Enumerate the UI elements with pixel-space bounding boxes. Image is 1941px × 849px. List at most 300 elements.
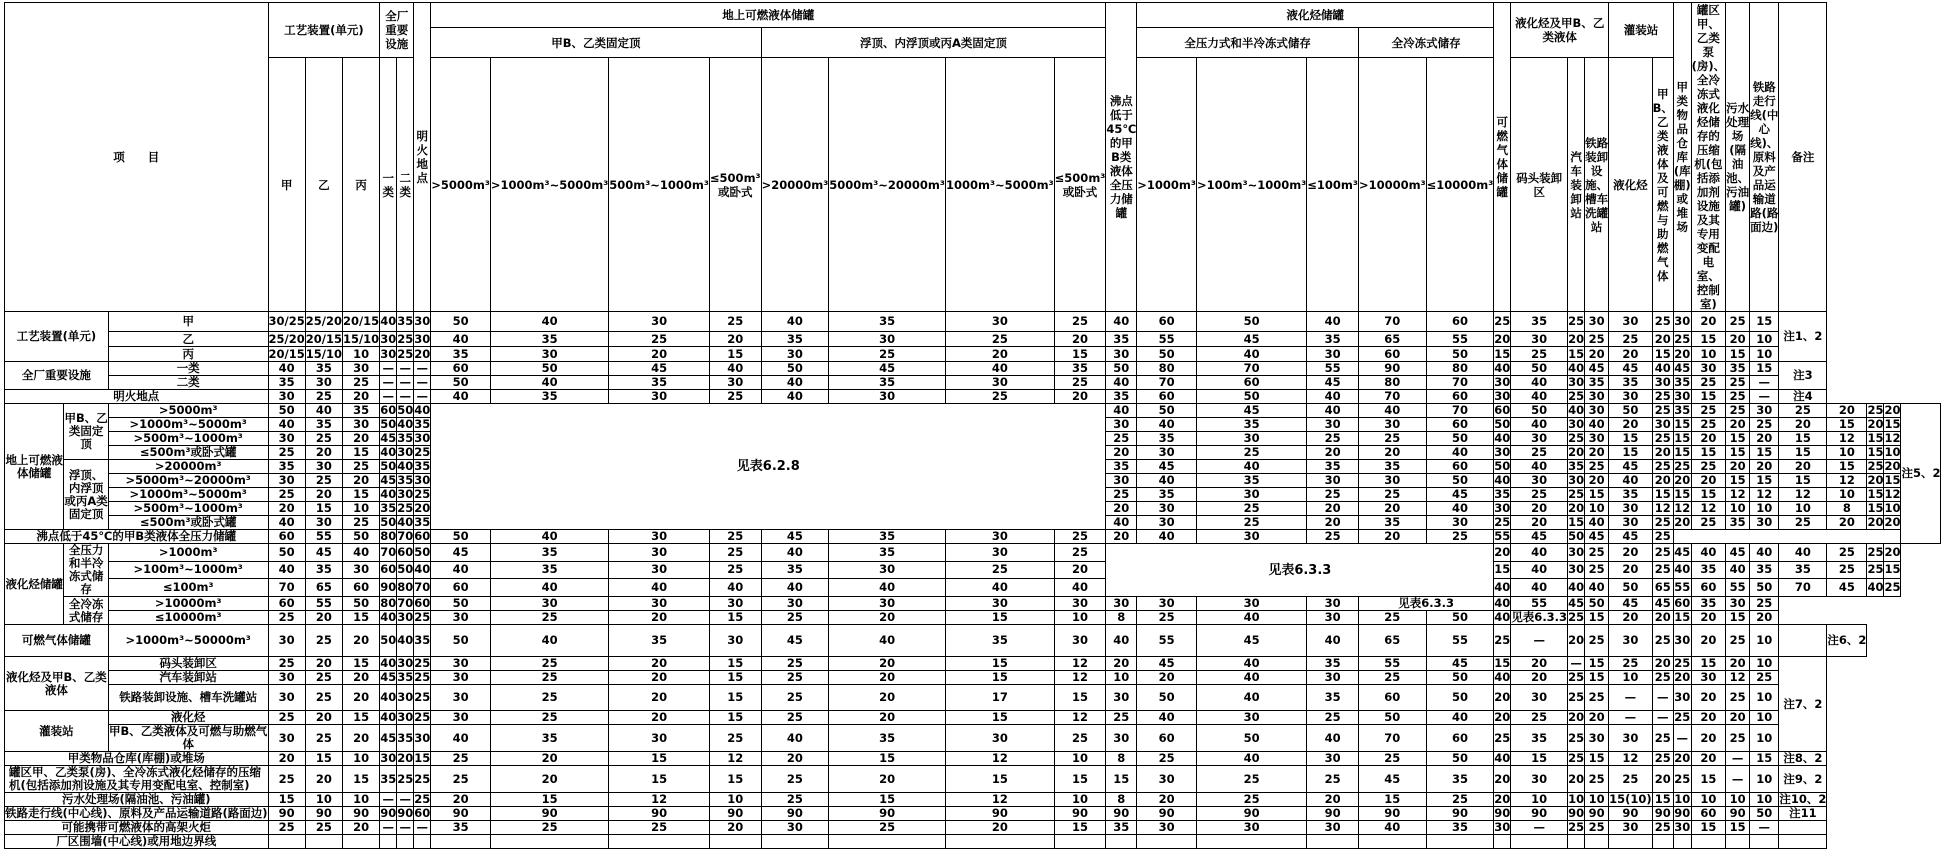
table-cell: 35 xyxy=(380,766,397,793)
table-cell: 30 xyxy=(1106,418,1137,432)
table-cell: 40 xyxy=(1106,625,1137,657)
table-cell: 30 xyxy=(1137,821,1197,835)
row-sublabel: >500m³~1000m³ xyxy=(108,502,268,516)
table-cell: 50 xyxy=(380,459,397,473)
table-cell: 30 xyxy=(1609,821,1653,835)
table-cell: 90 xyxy=(490,807,608,821)
table-cell: 25 xyxy=(268,657,305,671)
table-cell: — xyxy=(1750,376,1779,390)
table-cell: 40 xyxy=(1511,390,1568,404)
table-cell: 90 xyxy=(431,807,491,821)
table-cell: 25 xyxy=(1106,432,1137,446)
table-cell: 25 xyxy=(829,821,946,835)
table-cell: 30 xyxy=(1674,389,1691,403)
table-cell: 40 xyxy=(431,332,491,347)
table-cell: 25 xyxy=(1674,331,1691,346)
table-cell: 35 xyxy=(305,418,342,432)
row-sublabel: >20000m³ xyxy=(108,460,268,474)
table-cell: 45 xyxy=(1609,362,1653,376)
table-cell: 40 xyxy=(761,544,829,562)
table-cell: 35 xyxy=(1307,685,1359,711)
table-cell: 50 xyxy=(1106,362,1137,376)
table-cell: 35 xyxy=(1511,725,1568,752)
table-cell: 50 xyxy=(431,376,491,390)
table-cell: 90 xyxy=(1196,807,1306,821)
table-cell xyxy=(1673,835,1691,849)
table-cell: 40 xyxy=(397,459,414,473)
table-cell: 50 xyxy=(397,403,414,417)
table-cell: 20 xyxy=(1691,312,1726,332)
table-cell: 30 xyxy=(1196,597,1306,611)
table-cell: 50 xyxy=(1750,807,1779,821)
table-cell: 25 xyxy=(431,752,491,766)
table-cell: 20 xyxy=(1652,657,1673,671)
table-cell: 30 xyxy=(1137,502,1197,516)
table-cell: 35 xyxy=(1426,766,1494,793)
table-cell: 25 xyxy=(1779,516,1827,530)
table-cell: 50 xyxy=(1750,579,1779,597)
table-cell: 12 xyxy=(1691,502,1726,516)
table-cell: 30 xyxy=(829,597,946,611)
table-cell: 25 xyxy=(1585,460,1609,474)
table-cell: 35 xyxy=(414,625,431,657)
table-cell: 20 xyxy=(829,611,946,625)
table-cell: 25 xyxy=(829,347,946,362)
table-cell: 50 xyxy=(1196,725,1306,752)
table-cell: 45 xyxy=(1652,597,1673,611)
table-cell: 45 xyxy=(1358,766,1426,793)
table-cell: 90 xyxy=(1726,807,1750,821)
table-cell: — xyxy=(397,390,414,404)
table-cell: 35 xyxy=(431,821,491,835)
table-cell: 25 xyxy=(1054,725,1106,752)
table-cell: 15 xyxy=(342,446,379,460)
table-cell: 12 xyxy=(1779,488,1827,502)
table-cell: 45 xyxy=(1137,460,1197,474)
table-cell: 50 xyxy=(1609,404,1653,418)
table-cell: 25 xyxy=(397,331,414,346)
table-cell: 25 xyxy=(1652,432,1673,446)
table-cell: 12 xyxy=(1750,488,1779,502)
header-key-facility: 全厂重要设施 xyxy=(380,3,414,58)
table-cell: 30 xyxy=(1609,516,1653,530)
table-cell: 45 xyxy=(1196,332,1306,347)
table-cell: 20 xyxy=(490,766,608,793)
table-cell: 70 xyxy=(1358,725,1426,752)
table-cell: 15 xyxy=(1726,432,1750,446)
table-cell: 10 xyxy=(1884,445,1901,459)
table-cell: 25 xyxy=(414,670,431,684)
table-cell: 45 xyxy=(1511,530,1568,544)
table-cell: 25 xyxy=(761,611,829,625)
table-cell: 30 xyxy=(1307,418,1359,432)
table-cell: 25 xyxy=(490,685,608,711)
table-cell: 15 xyxy=(1674,417,1691,431)
table-cell: 40 xyxy=(1494,473,1511,487)
table-cell: 15 xyxy=(1674,610,1691,624)
header-gas-tank: 可燃气体储罐 xyxy=(1494,3,1511,312)
table-cell: 15 xyxy=(1674,431,1691,445)
table-cell: 40 xyxy=(1494,361,1511,375)
header-fr-col: >10000m³ xyxy=(1358,58,1426,312)
table-cell: 25 xyxy=(1585,332,1609,347)
header-floating-roof: 浮顶、内浮顶或丙A类固定顶 xyxy=(761,28,1106,58)
table-cell: 90 xyxy=(1426,807,1494,821)
table-cell: 30 xyxy=(1137,597,1197,611)
table-cell: 25 xyxy=(414,766,431,793)
table-cell: 35 xyxy=(397,431,414,445)
table-cell: 35 xyxy=(397,670,414,684)
table-cell: 50 xyxy=(1358,711,1426,725)
table-cell: 25 xyxy=(268,766,305,793)
table-cell: 12 xyxy=(609,793,710,807)
table-cell: 25 xyxy=(1652,544,1673,562)
table-cell: 65 xyxy=(1358,625,1426,657)
table-cell: 25 xyxy=(1652,404,1673,418)
table-cell: 40 xyxy=(1054,579,1106,597)
header-fr-col: ≤10000m³ xyxy=(1426,58,1494,312)
table-cell: 50 xyxy=(1137,685,1197,711)
table-cell: 15 xyxy=(1054,685,1106,711)
header-full-refrigerated: 全冷冻式储存 xyxy=(1358,28,1493,58)
table-cell: 25 xyxy=(1750,671,1779,685)
table-cell: 35 xyxy=(1307,657,1359,671)
table-cell: 40 xyxy=(1867,579,1884,597)
table-cell: 60 xyxy=(1196,376,1306,390)
table-cell: 30 xyxy=(1494,501,1511,515)
table-cell: 30 xyxy=(1511,685,1568,711)
table-cell: 25 xyxy=(1307,432,1359,446)
table-cell: 40 xyxy=(414,403,431,417)
table-cell: 15 xyxy=(1827,460,1867,474)
table-cell: 25 xyxy=(1307,488,1359,502)
table-cell: 45 xyxy=(380,431,397,445)
table-cell: 35 xyxy=(1609,376,1653,390)
table-cell: 45 xyxy=(609,362,710,376)
table-cell: 10 xyxy=(1511,793,1568,807)
table-cell: 30 xyxy=(945,376,1054,390)
table-cell: 35 xyxy=(829,376,946,390)
table-cell: 25 xyxy=(1494,515,1511,529)
table-cell: 50 xyxy=(1494,459,1511,473)
table-cell: 15 xyxy=(1691,657,1726,671)
table-cell: 60 xyxy=(1137,390,1197,404)
table-cell: 20 xyxy=(1726,711,1750,725)
table-cell: 30 xyxy=(1106,725,1137,752)
table-cell: 20/15 xyxy=(305,331,342,346)
table-cell: 20 xyxy=(1691,474,1726,488)
header-compressor: 罐区甲、乙类泵(房)、全冷冻式液化烃储存的压缩机(包括添加剂设施及其专用变配电室、控制室) xyxy=(1691,3,1726,311)
table-cell: 25 xyxy=(1750,418,1779,432)
table-cell: 25 xyxy=(1196,793,1306,807)
table-cell: 40 xyxy=(1511,460,1568,474)
table-cell xyxy=(1494,835,1511,849)
table-cell: 30 xyxy=(1609,625,1653,657)
table-cell: 30 xyxy=(380,331,397,346)
table-cell: — xyxy=(414,821,431,835)
table-cell: 20 xyxy=(609,347,710,362)
table-cell: 25 xyxy=(1511,347,1568,362)
table-cell: 20 xyxy=(709,332,761,347)
table-cell xyxy=(1106,835,1137,849)
table-cell: 90 xyxy=(1674,806,1691,820)
table-cell: 20 xyxy=(829,766,946,793)
table-cell: 10 xyxy=(342,502,379,516)
header-process-sub: 乙 xyxy=(305,58,342,312)
header-fp-col: ≤100m³ xyxy=(1307,58,1359,312)
table-cell: 30 xyxy=(945,530,1054,544)
table-cell: 见表6.3.3 xyxy=(1511,610,1568,624)
table-cell: 30 xyxy=(1054,625,1106,657)
table-cell: 30 xyxy=(268,685,305,711)
table-cell: 55 xyxy=(1673,579,1691,597)
table-cell: 70 xyxy=(397,596,414,610)
table-cell: 15 xyxy=(829,752,946,766)
row-sublabel: ≤100m³ xyxy=(108,579,268,597)
table-cell: 45 xyxy=(761,625,829,657)
table-cell: 25 xyxy=(397,501,414,515)
table-cell: 90 xyxy=(1054,807,1106,821)
table-cell: 50 xyxy=(414,544,431,562)
table-cell: 25 xyxy=(709,561,761,579)
table-cell: 40 xyxy=(380,487,397,501)
table-cell: 20 xyxy=(1494,792,1511,806)
table-cell: 90 xyxy=(1137,807,1197,821)
row-sublabel: 甲 xyxy=(108,312,268,332)
table-cell: 40 xyxy=(1307,404,1359,418)
table-cell: 35 xyxy=(1585,376,1609,390)
header-full-pressure: 全压力式和半冷冻式储存 xyxy=(1137,28,1359,58)
table-cell: 35 xyxy=(490,390,608,404)
table-cell: 45 xyxy=(305,544,342,562)
table-cell: 25 xyxy=(1196,446,1306,460)
table-cell: 50 xyxy=(431,625,491,657)
table-cell: 30 xyxy=(305,376,342,390)
table-cell: 30 xyxy=(1568,561,1585,579)
table-cell: 35 xyxy=(1511,312,1568,332)
note-cell: 注1、2 xyxy=(1779,312,1827,362)
table-cell: 40 xyxy=(1358,821,1426,835)
table-cell: 45 xyxy=(1426,488,1494,502)
table-cell: 30 xyxy=(1494,820,1511,834)
table-cell: 30 xyxy=(829,561,946,579)
table-cell: 30 xyxy=(609,561,710,579)
table-cell: 40 xyxy=(1137,530,1197,544)
table-cell: 15 xyxy=(1511,752,1568,766)
table-cell: 35 xyxy=(1106,460,1137,474)
table-cell: 15(10) xyxy=(1609,792,1652,806)
table-cell: 40 xyxy=(490,579,608,597)
table-cell xyxy=(1568,835,1585,849)
table-cell: 60 xyxy=(414,596,431,610)
table-cell: 25 xyxy=(305,432,342,446)
table-cell: 80 xyxy=(380,596,397,610)
note-cell: 注6、2 xyxy=(1827,625,1867,657)
table-cell: 60 xyxy=(380,561,397,579)
table-cell: 20 xyxy=(609,685,710,711)
row-label-flare: 可能携带可燃液体的高架火炬 xyxy=(5,821,269,835)
row-sublabel: 二类 xyxy=(108,376,268,390)
table-cell: 50 xyxy=(380,417,397,431)
table-cell: 90 xyxy=(1307,807,1359,821)
table-cell: 20 xyxy=(1726,332,1750,347)
row-label-railway: 铁路走行线(中心线)、原料及产品运输道路(路面边) xyxy=(5,806,268,820)
table-cell: 30 xyxy=(945,725,1054,752)
table-cell: 15 xyxy=(945,611,1054,625)
table-cell: 20 xyxy=(1827,404,1867,418)
table-cell: 25 xyxy=(761,671,829,685)
table-cell: 35 xyxy=(1568,459,1585,473)
header-sewage: 污水处理场(隔油池、污油罐) xyxy=(1726,3,1750,312)
table-cell: — xyxy=(1609,711,1653,725)
table-cell: 60 xyxy=(1691,807,1726,821)
table-cell: — xyxy=(1750,390,1779,404)
table-cell: 40 xyxy=(1426,711,1494,725)
table-cell: 30 xyxy=(1137,516,1197,530)
table-cell: 50 xyxy=(1511,404,1568,418)
table-cell: 25 xyxy=(1867,561,1884,579)
table-cell: 25 xyxy=(945,332,1054,347)
header-fp-col: >1000m³ xyxy=(1137,58,1197,312)
spacing-table xyxy=(4,2,1941,849)
table-cell: 20 xyxy=(1511,671,1568,685)
table-cell: 40 xyxy=(1494,751,1511,765)
table-cell: 15 xyxy=(1726,446,1750,460)
table-cell: 50 xyxy=(431,530,491,544)
table-cell: 40 xyxy=(268,418,305,432)
table-cell: — xyxy=(1511,625,1568,657)
row-label-fixed: 甲B、乙类固定顶 xyxy=(64,404,108,460)
table-cell: 25 xyxy=(1358,752,1426,766)
table-cell: 45 xyxy=(1426,657,1494,671)
table-cell: 60 xyxy=(1426,725,1494,752)
table-cell: 40 xyxy=(1426,502,1494,516)
table-cell: 30 xyxy=(829,332,946,347)
table-cell: 20 xyxy=(1827,516,1867,530)
table-cell: 20 xyxy=(342,671,379,685)
table-cell: 25 xyxy=(1585,685,1609,711)
table-cell: 25 xyxy=(1358,611,1426,625)
table-cell: 20 xyxy=(1106,446,1137,460)
table-cell: 10 xyxy=(1827,446,1867,460)
table-cell: 90 xyxy=(1494,806,1511,820)
table-cell: 30 xyxy=(397,487,414,501)
table-cell: 20 xyxy=(1652,766,1673,793)
table-cell: — xyxy=(397,376,414,390)
table-cell: 15 xyxy=(1054,821,1106,835)
table-cell: 40 xyxy=(490,625,608,657)
table-cell: 40 xyxy=(1511,561,1568,579)
table-cell: 25 xyxy=(1585,766,1609,793)
table-cell: — xyxy=(380,376,397,390)
table-cell: 20 xyxy=(305,446,342,460)
table-cell xyxy=(945,835,1054,849)
table-cell: 25 xyxy=(1137,611,1197,625)
table-cell: 25 xyxy=(1726,625,1750,657)
table-cell: 50 xyxy=(431,312,491,332)
table-cell: 40 xyxy=(1307,625,1359,657)
table-cell: 90 xyxy=(1358,362,1426,376)
table-cell: 40 xyxy=(1568,579,1585,597)
table-cell: 30 xyxy=(1652,376,1673,390)
table-cell: 30 xyxy=(1511,766,1568,793)
table-cell: 40 xyxy=(1196,657,1306,671)
table-cell: 30 xyxy=(1137,446,1197,460)
table-cell: 20 xyxy=(414,501,431,515)
table-cell: 50 xyxy=(1426,347,1494,362)
table-cell: 20 xyxy=(1106,657,1137,671)
table-cell: 90 xyxy=(1358,807,1426,821)
table-cell: 25 xyxy=(1568,431,1585,445)
table-cell: 25 xyxy=(1691,460,1726,474)
table-cell: 30 xyxy=(380,751,397,765)
table-cell: 20/15 xyxy=(268,346,305,361)
table-cell: 25 xyxy=(305,725,342,752)
table-cell xyxy=(829,835,946,849)
table-cell: 25 xyxy=(1137,752,1197,766)
table-cell: 25 xyxy=(1307,530,1359,544)
table-cell: 35 xyxy=(1609,488,1653,502)
header-lhc-col: 码头装卸区 xyxy=(1511,58,1568,312)
table-cell: 30 xyxy=(397,656,414,670)
row-sublabel: 铁路装卸设施、槽车洗罐站 xyxy=(108,685,268,711)
table-cell: 45 xyxy=(1726,544,1750,562)
table-cell: 35 xyxy=(1726,516,1750,530)
table-cell: 30 xyxy=(414,725,431,752)
table-cell: 20 xyxy=(1691,752,1726,766)
table-cell: 25 xyxy=(305,474,342,488)
row-sublabel: >5000m³ xyxy=(108,404,268,418)
table-cell: 15 xyxy=(1867,431,1884,445)
table-cell: 20 xyxy=(1652,446,1673,460)
table-cell: 35 xyxy=(305,561,342,579)
table-cell: 45 xyxy=(1307,376,1359,390)
table-cell: 25 xyxy=(1106,488,1137,502)
table-cell: 30 xyxy=(1609,390,1653,404)
table-cell: 35 xyxy=(1691,561,1726,579)
table-cell: 20 xyxy=(305,488,342,502)
table-cell: 25 xyxy=(268,446,305,460)
header-above-ground-tanks: 地上可燃液体储罐 xyxy=(431,3,1106,28)
table-cell xyxy=(397,835,414,849)
table-cell: 20 xyxy=(1568,766,1585,793)
row-sublabel: >5000m³~20000m³ xyxy=(108,474,268,488)
table-cell: 45 xyxy=(1585,362,1609,376)
table-cell: 30 xyxy=(1568,375,1585,389)
table-cell: 25 xyxy=(490,821,608,835)
table-cell: 25 xyxy=(709,725,761,752)
table-cell: 40 xyxy=(1585,516,1609,530)
table-cell: 15 xyxy=(1867,487,1884,501)
table-cell: 30 xyxy=(268,625,305,657)
table-cell: 30 xyxy=(709,625,761,657)
header-float-col: >20000m³ xyxy=(761,58,829,312)
table-cell: 30 xyxy=(945,312,1054,332)
table-cell: 90 xyxy=(268,807,305,821)
table-cell: 25 xyxy=(1691,376,1726,390)
table-cell: 20 xyxy=(431,793,491,807)
row-sublabel: >100m³~1000m³ xyxy=(108,561,268,579)
table-cell: 20 xyxy=(1137,671,1197,685)
table-cell: 15 xyxy=(1779,474,1827,488)
table-cell: 20 xyxy=(1884,544,1901,562)
table-cell: 20 xyxy=(1726,657,1750,671)
note-cell: 注3 xyxy=(1779,362,1827,390)
table-cell: 30 xyxy=(397,445,414,459)
header-process-sub: 甲 xyxy=(268,58,305,312)
table-cell: 25 xyxy=(342,460,379,474)
row-sublabel: ≤500m³或卧式罐 xyxy=(108,446,268,460)
